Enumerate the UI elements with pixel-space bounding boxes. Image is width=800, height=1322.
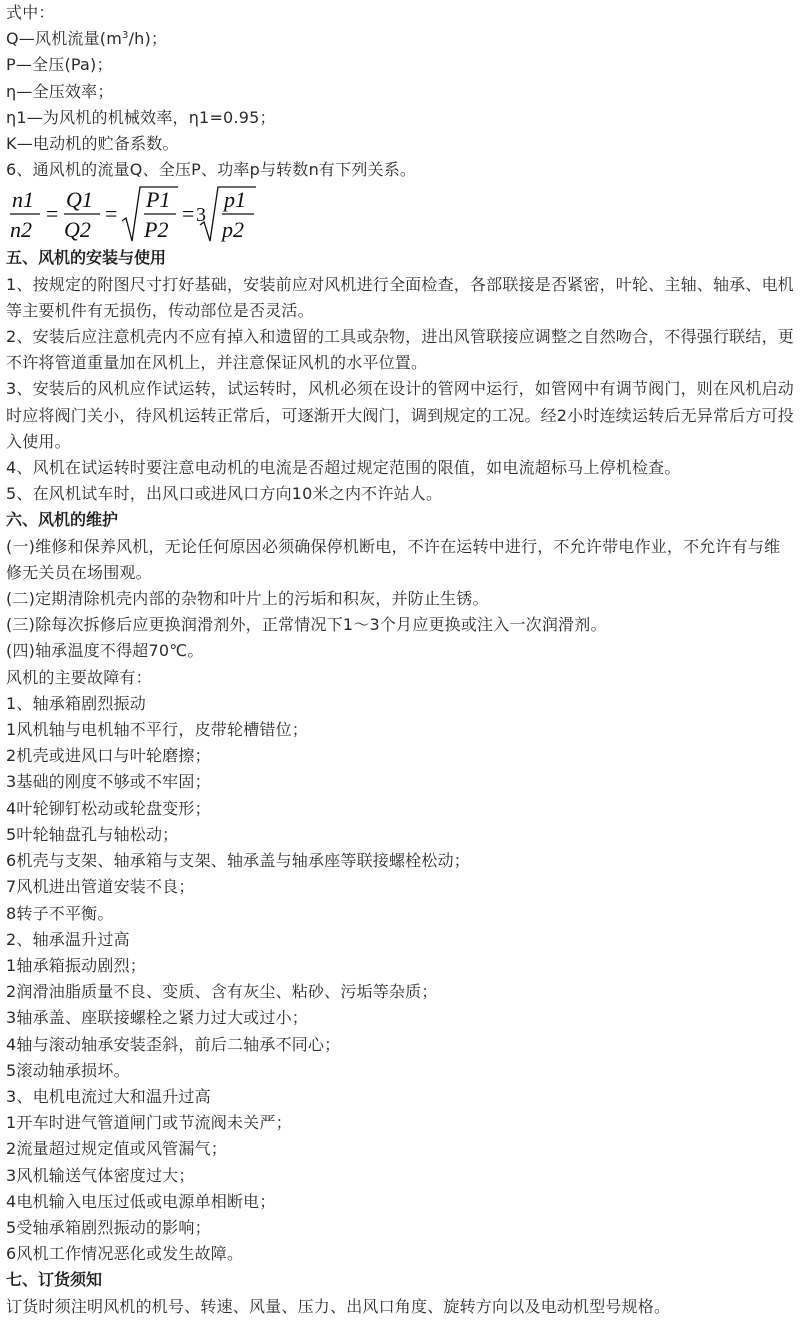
- fault2-item: 5滚动轴承损坏。: [6, 1060, 130, 1080]
- fault2-item: 2润滑油脂质量不良、变质、含有灰尘、粘砂、污垢等杂质；: [6, 982, 438, 1002]
- section6-item-2: (二)定期清除机壳内部的杂物和叶片上的污垢和积灰，并防止生锈。: [6, 589, 489, 609]
- fault1-item: 6机壳与支架、轴承箱与支架、轴承盖与轴承座等联接螺栓松动；: [6, 851, 470, 871]
- formula-pw-num: p1: [224, 187, 246, 213]
- formula-eq-2: =: [105, 201, 118, 227]
- formula-eq-1: =: [46, 201, 59, 227]
- def-eta1: η1—为风机的机械效率，η1=0.95；: [6, 107, 276, 127]
- section6-item-1: (一)维修和保养风机，无论任何原因必须确保停机断电，不许在运转中进行，不允许带电作业，不允许有与维修无关员在场围观。: [6, 536, 781, 582]
- fault3-item: 4电机输入电压过低或电源单相断电；: [6, 1191, 276, 1211]
- fault1-item: 3基础的刚度不够或不牢固；: [6, 772, 211, 792]
- fault3-item: 3风机输送气体密度过大；: [6, 1165, 195, 1185]
- item6: 6、通风机的流量Q、全压P、功率p与转数n有下列关系。: [6, 160, 417, 180]
- section7-title: 七、订货须知: [6, 1270, 103, 1290]
- fault1-item: 5叶轮轴盘孔与轴松动；: [6, 824, 179, 844]
- section6-item-4: (四)轴承温度不得超70℃。: [6, 641, 204, 661]
- def-k: K—电动机的贮备系数。: [6, 134, 179, 154]
- formula-q-num: Q1: [66, 187, 93, 213]
- fault3-item: 1开车时进气管道闸门或节流阀未关严；: [6, 1113, 292, 1133]
- fault1-item: 8转子不平衡。: [6, 903, 114, 923]
- formula-block: [6, 183, 798, 245]
- section5-item-2: 2、安装后应注意机壳内不应有掉入和遗留的工具或杂物，进出风管联接应调整之自然吻合，不得强行联结，更不许将管道重量加在风机上，并注意保证风机的水平位置。: [6, 327, 794, 373]
- fault1-item: 1风机轴与电机轴不平行，皮带轮槽错位；: [6, 720, 308, 740]
- formula-eq-3: =: [182, 201, 195, 227]
- fault2-item: 4轴与滚动轴承安装歪斜，前后二轴承不同心；: [6, 1034, 341, 1054]
- fault3-item: 5受轴承箱剧烈振动的影响；: [6, 1217, 211, 1237]
- fault2-item: 3轴承盖、座联接螺栓之紧力过大或过小；: [6, 1008, 308, 1028]
- fault1-item: 7风机进出管道安装不良；: [6, 877, 195, 897]
- fault1-title: 1、轴承箱剧烈振动: [6, 693, 146, 713]
- fault1-item: 4叶轮铆钉松动或轮盘变形；: [6, 798, 211, 818]
- section6-item-3: (三)除每次拆修后应更换润滑剂外，正常情况下1～3个月应更换或注入一次润滑剂。: [6, 615, 607, 635]
- formula-n-den: n2: [10, 217, 32, 243]
- fault3-item: 2流量超过规定值或风管漏气；: [6, 1139, 227, 1159]
- formula-n-num: n1: [12, 187, 34, 213]
- fault3-item: 6风机工作情况恶化或发生故障。: [6, 1244, 244, 1264]
- def-q-prefix: Q—风机流量(m: [6, 29, 123, 49]
- section5-title: 五、风机的安装与使用: [6, 248, 167, 268]
- def-q: [6, 26, 798, 52]
- formula-q-den: Q2: [64, 217, 91, 243]
- faults-intro: 风机的主要故障有：: [6, 667, 152, 687]
- def-eta: η—全压效率；: [6, 81, 114, 101]
- section5-item-3: 3、安装后的风机应作试运转，试运转时，风机必须在设计的管网中运行，如管网中有调节阀门，则在风机启动时应将阀门关小，待风机运转正常后，可逐渐开大阀门，调到规定的工况。经2小时连续运转后无异常后方可投入使用。: [6, 379, 794, 451]
- formula-root-index: 3: [196, 204, 206, 227]
- defs-intro: 式中：: [6, 3, 55, 22]
- fault2-item: 1轴承箱振动剧烈；: [6, 955, 146, 975]
- def-q-sup: 3: [122, 30, 129, 42]
- formula-p-den: P2: [144, 217, 169, 243]
- section5-item-1: 1、按规定的附图尺寸打好基础，安装前应对风机进行全面检查，各部联接是否紧密，叶轮、主轴、轴承、电机等主要机件有无损伤，传动部位是否灵活。: [6, 274, 794, 320]
- section5-item-5: 5、在风机试车时，出风口或进风口方向10米之内不许站人。: [6, 484, 443, 504]
- fault3-title: 3、电机电流过大和温升过高: [6, 1086, 211, 1106]
- formula-pw-den: p2: [222, 217, 244, 243]
- section5-item-4: 4、风机在试运转时要注意电动机的电流是否超过规定范围的限值，如电流超标马上停机检查。: [6, 458, 681, 478]
- section7-text: 订货时须注明风机的机号、转速、风量、压力、出风口角度、旋转方向以及电动机型号规格。: [6, 1296, 671, 1316]
- formula-p-num: P1: [146, 187, 171, 213]
- document-page: [6, 0, 798, 1320]
- fan-law-formula: [6, 185, 266, 243]
- def-q-suffix: /h)；: [128, 29, 168, 49]
- def-p: P—全压(Pa)；: [6, 55, 113, 75]
- section6-title: 六、风机的维护: [6, 510, 119, 530]
- fault1-item: 2机壳或进风口与叶轮磨擦；: [6, 746, 211, 766]
- fault2-title: 2、轴承温升过高: [6, 929, 130, 949]
